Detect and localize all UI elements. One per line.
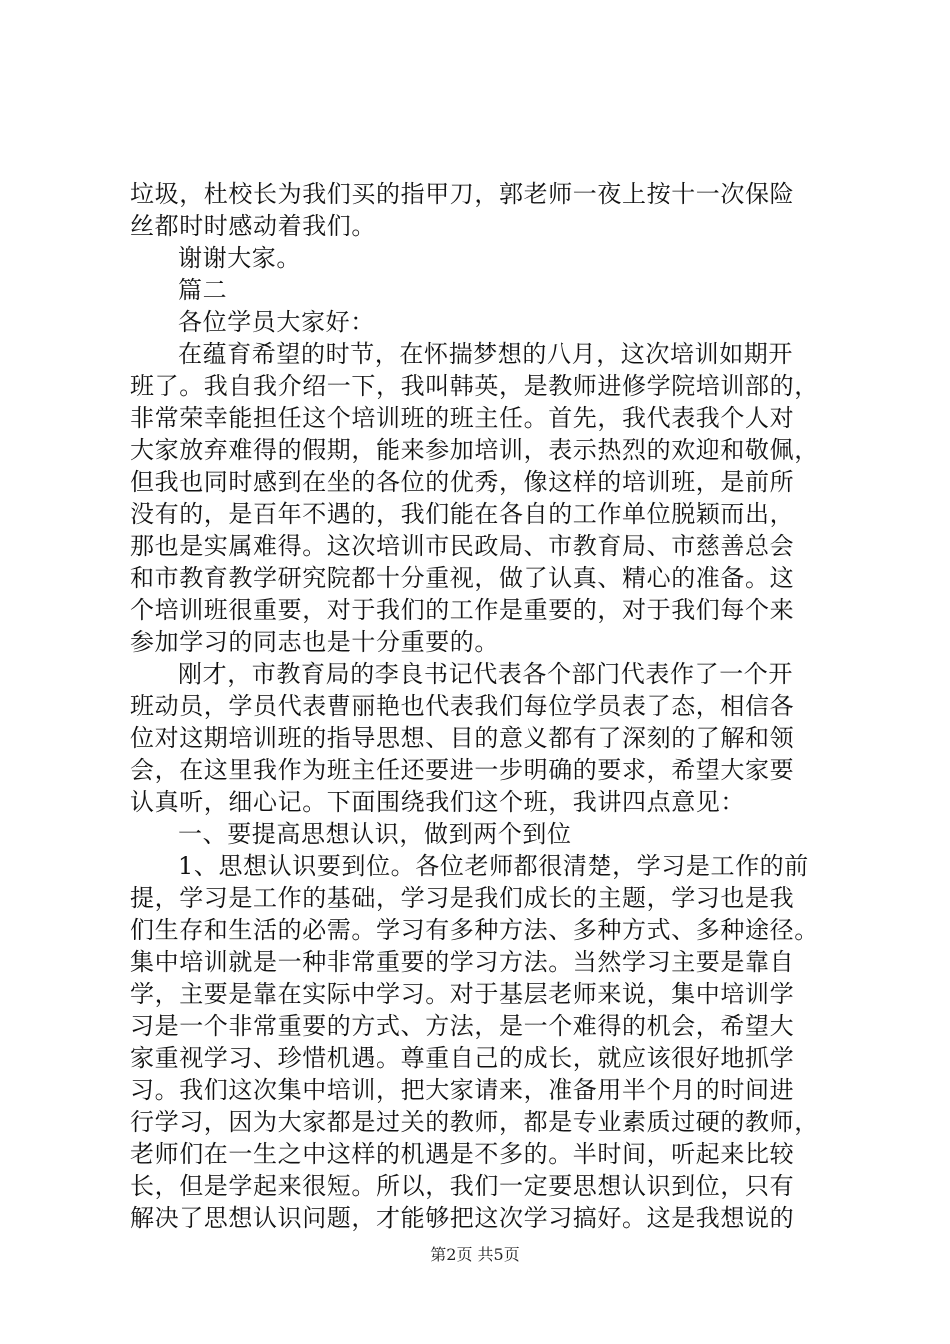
body-text-line: 非常荣幸能担任这个培训班的班主任。首先，我代表我个人对	[130, 404, 795, 432]
body-text-line: 习是一个非常重要的方式、方法，是一个难得的机会，希望大	[130, 1012, 795, 1040]
salutation-line: 各位学员大家好：	[178, 308, 375, 336]
body-text-line: 习。我们这次集中培训，把大家请来，准备用半个月的时间进	[130, 1076, 795, 1104]
subsection-heading: 一、要提高思想认识，做到两个到位	[178, 820, 572, 848]
body-text-line: 老师们在一生之中这样的机遇是不多的。半时间，听起来比较	[130, 1140, 795, 1168]
body-text-line: 在蕴育希望的时节，在怀揣梦想的八月，这次培训如期开	[178, 340, 793, 368]
body-text-line: 学，主要是靠在实际中学习。对于基层老师来说，集中培训学	[130, 980, 795, 1008]
body-text-line: 认真听，细心记。下面围绕我们这个班，我讲四点意见：	[130, 788, 745, 816]
body-text-line: 刚才，市教育局的李良书记代表各个部门代表作了一个开	[178, 660, 793, 688]
body-text-line: 家重视学习、珍惜机遇。尊重自己的成长，就应该很好地抓学	[130, 1044, 795, 1072]
body-text-line: 参加学习的同志也是十分重要的。	[130, 628, 499, 656]
body-text-line: 垃圾，杜校长为我们买的指甲刀，郭老师一夜上按十一次保险	[130, 180, 795, 208]
body-text-line: 班动员，学员代表曹丽艳也代表我们每位学员表了态，相信各	[130, 692, 795, 720]
body-text-line: 那也是实属难得。这次培训市民政局、市教育局、市慈善总会	[130, 532, 795, 560]
body-text-line: 1、思想认识要到位。各位老师都很清楚，学习是工作的前	[178, 852, 809, 880]
body-text-line: 班了。我自我介绍一下，我叫韩英，是教师进修学院培训部的，	[130, 372, 819, 400]
section-heading: 篇二	[178, 276, 228, 304]
body-text-line: 位对这期培训班的指导思想、目的意义都有了深刻的了解和领	[130, 724, 795, 752]
body-text-line: 没有的，是百年不遇的，我们能在各自的工作单位脱颖而出，	[130, 500, 795, 528]
page-number-footer: 第2页 共5页	[430, 1245, 520, 1264]
body-text-line: 大家放弃难得的假期，能来参加培训，表示热烈的欢迎和敬佩，	[130, 436, 819, 464]
body-text-line: 个培训班很重要，对于我们的工作是重要的，对于我们每个来	[130, 596, 795, 624]
closing-line: 谢谢大家。	[178, 244, 301, 272]
body-text-line: 但我也同时感到在坐的各位的优秀，像这样的培训班，是前所	[130, 468, 795, 496]
body-text-line: 们生存和生活的必需。学习有多种方法、多种方式、多种途径。	[130, 916, 819, 944]
body-text-line: 丝都时时感动着我们。	[130, 212, 376, 240]
body-text-line: 集中培训就是一种非常重要的学习方法。当然学习主要是靠自	[130, 948, 795, 976]
body-text-line: 提，学习是工作的基础，学习是我们成长的主题，学习也是我	[130, 884, 795, 912]
body-text-line: 行学习，因为大家都是过关的教师，都是专业素质过硬的教师，	[130, 1108, 819, 1136]
body-text-line: 长，但是学起来很短。所以，我们一定要思想认识到位，只有	[130, 1172, 795, 1200]
body-text-line: 解决了思想认识问题，才能够把这次学习搞好。这是我想说的	[130, 1204, 795, 1232]
body-text-line: 和市教育教学研究院都十分重视，做了认真、精心的准备。这	[130, 564, 795, 592]
body-text-line: 会，在这里我作为班主任还要进一步明确的要求，希望大家要	[130, 756, 795, 784]
